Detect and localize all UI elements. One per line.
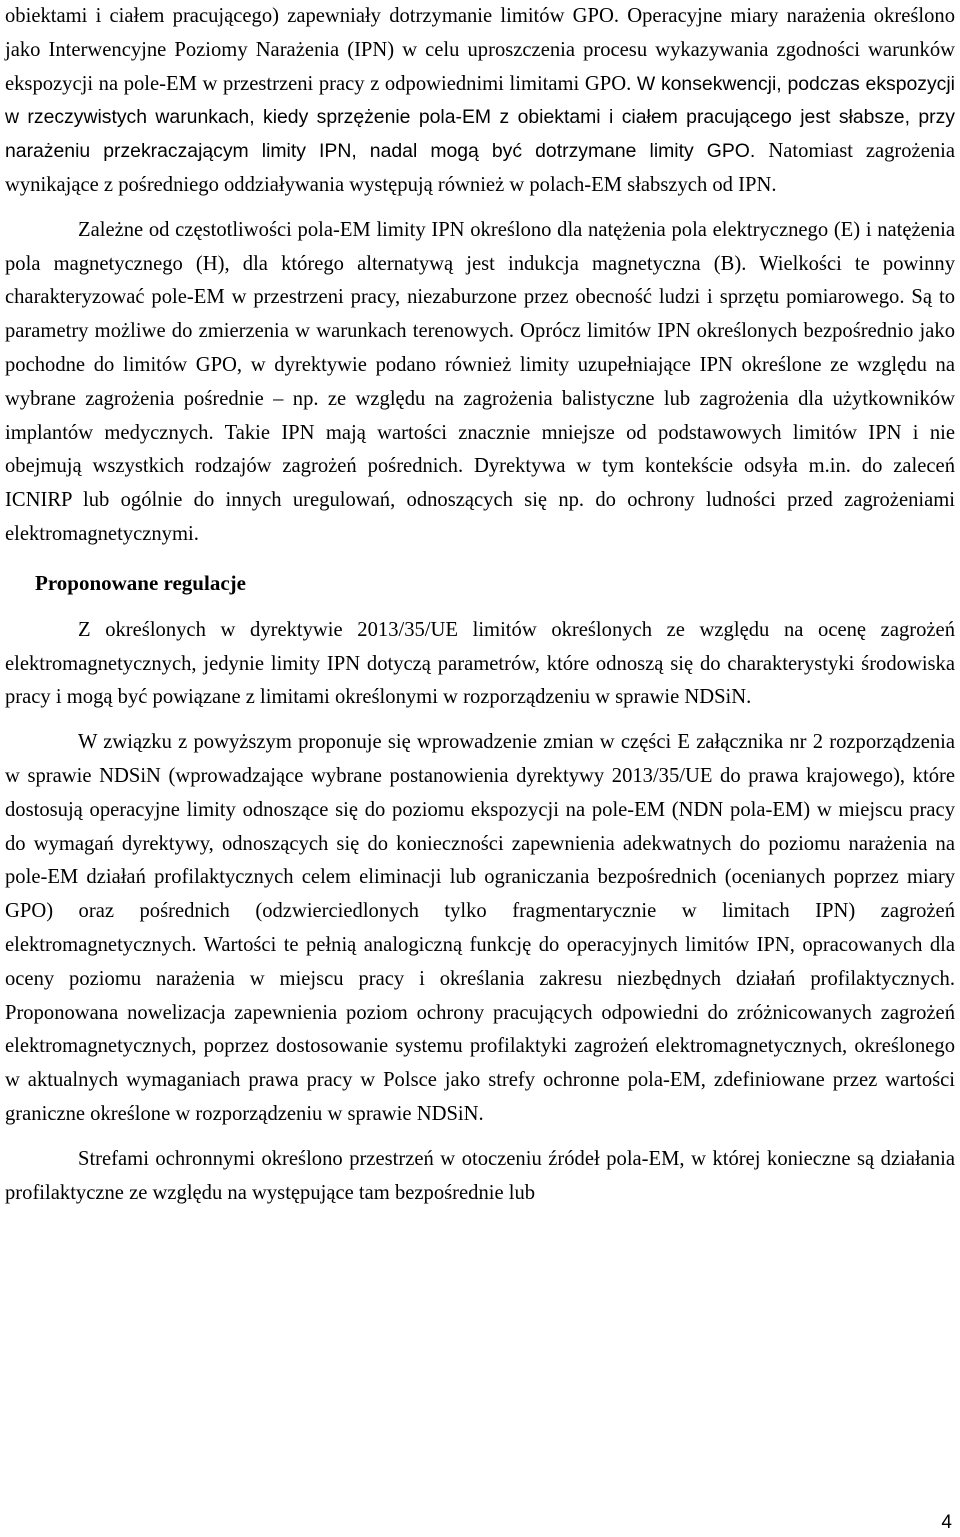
paragraph-2: Zależne od częstotliwości pola-EM limity IPN określono dla natężenia pola elektrycznego (E) i natężenia pola magnetycznego (H), dla którego alternatywą jest indukcja magnetyczna (B). Wielkości te powinny charakteryzować pole-EM w przestrzeni pracy, niezaburzone przez obecność ludzi i sprzętu pomiarowego. Są to parametry możliwe do zmierzenia w warunkach terenowych. Oprócz limitów IPN określonych bezpośrednio jako pochodne do limitów GPO, w dyrektywie podano również limity uzupełniające IPN określone ze względu na wybrane zagrożenia pośrednie – np. ze względu na zagrożenia balistyczne lub zagrożenia dla użytkowników implantów medycznych. Takie IPN mają wartości znacznie mniejsze od podstawowych limitów IPN i nie obejmują wszystkich rodzajów zagrożeń pośrednich. Dyrektywa w tym kontekście odsyła m.in. do zaleceń ICNIRP lub ogólnie do innych uregulowań, odnoszących się np. do ochrony ludności przed zagrożeniami elektromagnetycznymi. [5, 218, 955, 545]
paragraph-5: Strefami ochronnymi określono przestrzeń w otoczeniu źródeł pola-EM, w której konieczne są działania profilaktyczne ze względu na występujące tam bezpośrednie lub [5, 1147, 955, 1204]
paragraph-4: W związku z powyższym proponuje się wprowadzenie zmian w części E załącznika nr 2 rozporządzenia w sprawie NDSiN (wprowadzające wybrane postanowienia dyrektywy 2013/35/UE do prawa krajowego), które dostosują operacyjne limity odnoszące się do poziomu ekspozycji na pole-EM (NDN pola-EM) w miejscu pracy do wymagań dyrektywy, odnoszących się do konieczności zapewnienia adekwatnych do poziomu narażenia na pole-EM działań profilaktycznych celem eliminacji lub ograniczania bezpośrednich (ocenianych poprzez miary GPO) oraz pośrednich (odzwierciedlonych tylko fragmentarycznie w limitach IPN) zagrożeń elektromagnetycznych. Wartości te pełnią analogiczną funkcję do operacyjnych limitów IPN, opracowanych dla oceny poziomu narażenia w miejscu pracy i określania zakresu niezbędnych działań profilaktycznych. Proponowana nowelizacja zapewnienia poziom ochrony pracujących odpowiedni do zróżnicowanych zagrożeń elektromagnetycznych, poprzez dostosowanie systemu profilaktyki zagrożeń elektromagnetycznych, określonego w aktualnych wymaganiach prawa pracy w Polsce jako strefy ochronne pola-EM, zdefiniowane przez wartości graniczne określone w rozporządzeniu w sprawie NDSiN. [5, 731, 955, 1125]
paragraph-1-part-c: Natomiast zagrożenia wynikające z pośredniego oddziaływania występują również w polach-EM słabszych od IPN. [5, 140, 955, 196]
section-heading: Proponowane regulacje [35, 570, 246, 595]
paragraph-1-part-a: obiektami i ciałem pracującego) zapewniały dotrzymanie limitów GPO. Operacyjne miary narażenia określono jako Interwencyjne Poziomy Narażenia (IPN) w celu uproszczenia procesu wykazywania zgodności warunków ekspozycji na pole-EM w przestrzeni pracy z odpowiednimi limitami GPO. [5, 5, 955, 95]
paragraph-3: Z określonych w dyrektywie 2013/35/UE limitów określonych ze względu na ocenę zagrożeń elektromagnetycznych, jedynie limity IPN dotyczą parametrów, które odnoszą się do charakterystyki środowiska pracy i mogą być powiązane z limitami określonymi w rozporządzeniu w sprawie NDSiN. [5, 618, 955, 709]
paragraph-1-part-b: W konsekwencji, podczas ekspozycji w rzeczywistych warunkach, kiedy sprzężenie pola-EM z obiektami i ciałem pracującego jest słabsze, przy narażeniu przekraczającym limity IPN, nadal mogą być dotrzymane limity GPO. [5, 72, 955, 163]
paragraph-1 [5, 0, 955, 203]
document-page [5, 0, 955, 1210]
page-number: 4 [941, 1512, 952, 1533]
